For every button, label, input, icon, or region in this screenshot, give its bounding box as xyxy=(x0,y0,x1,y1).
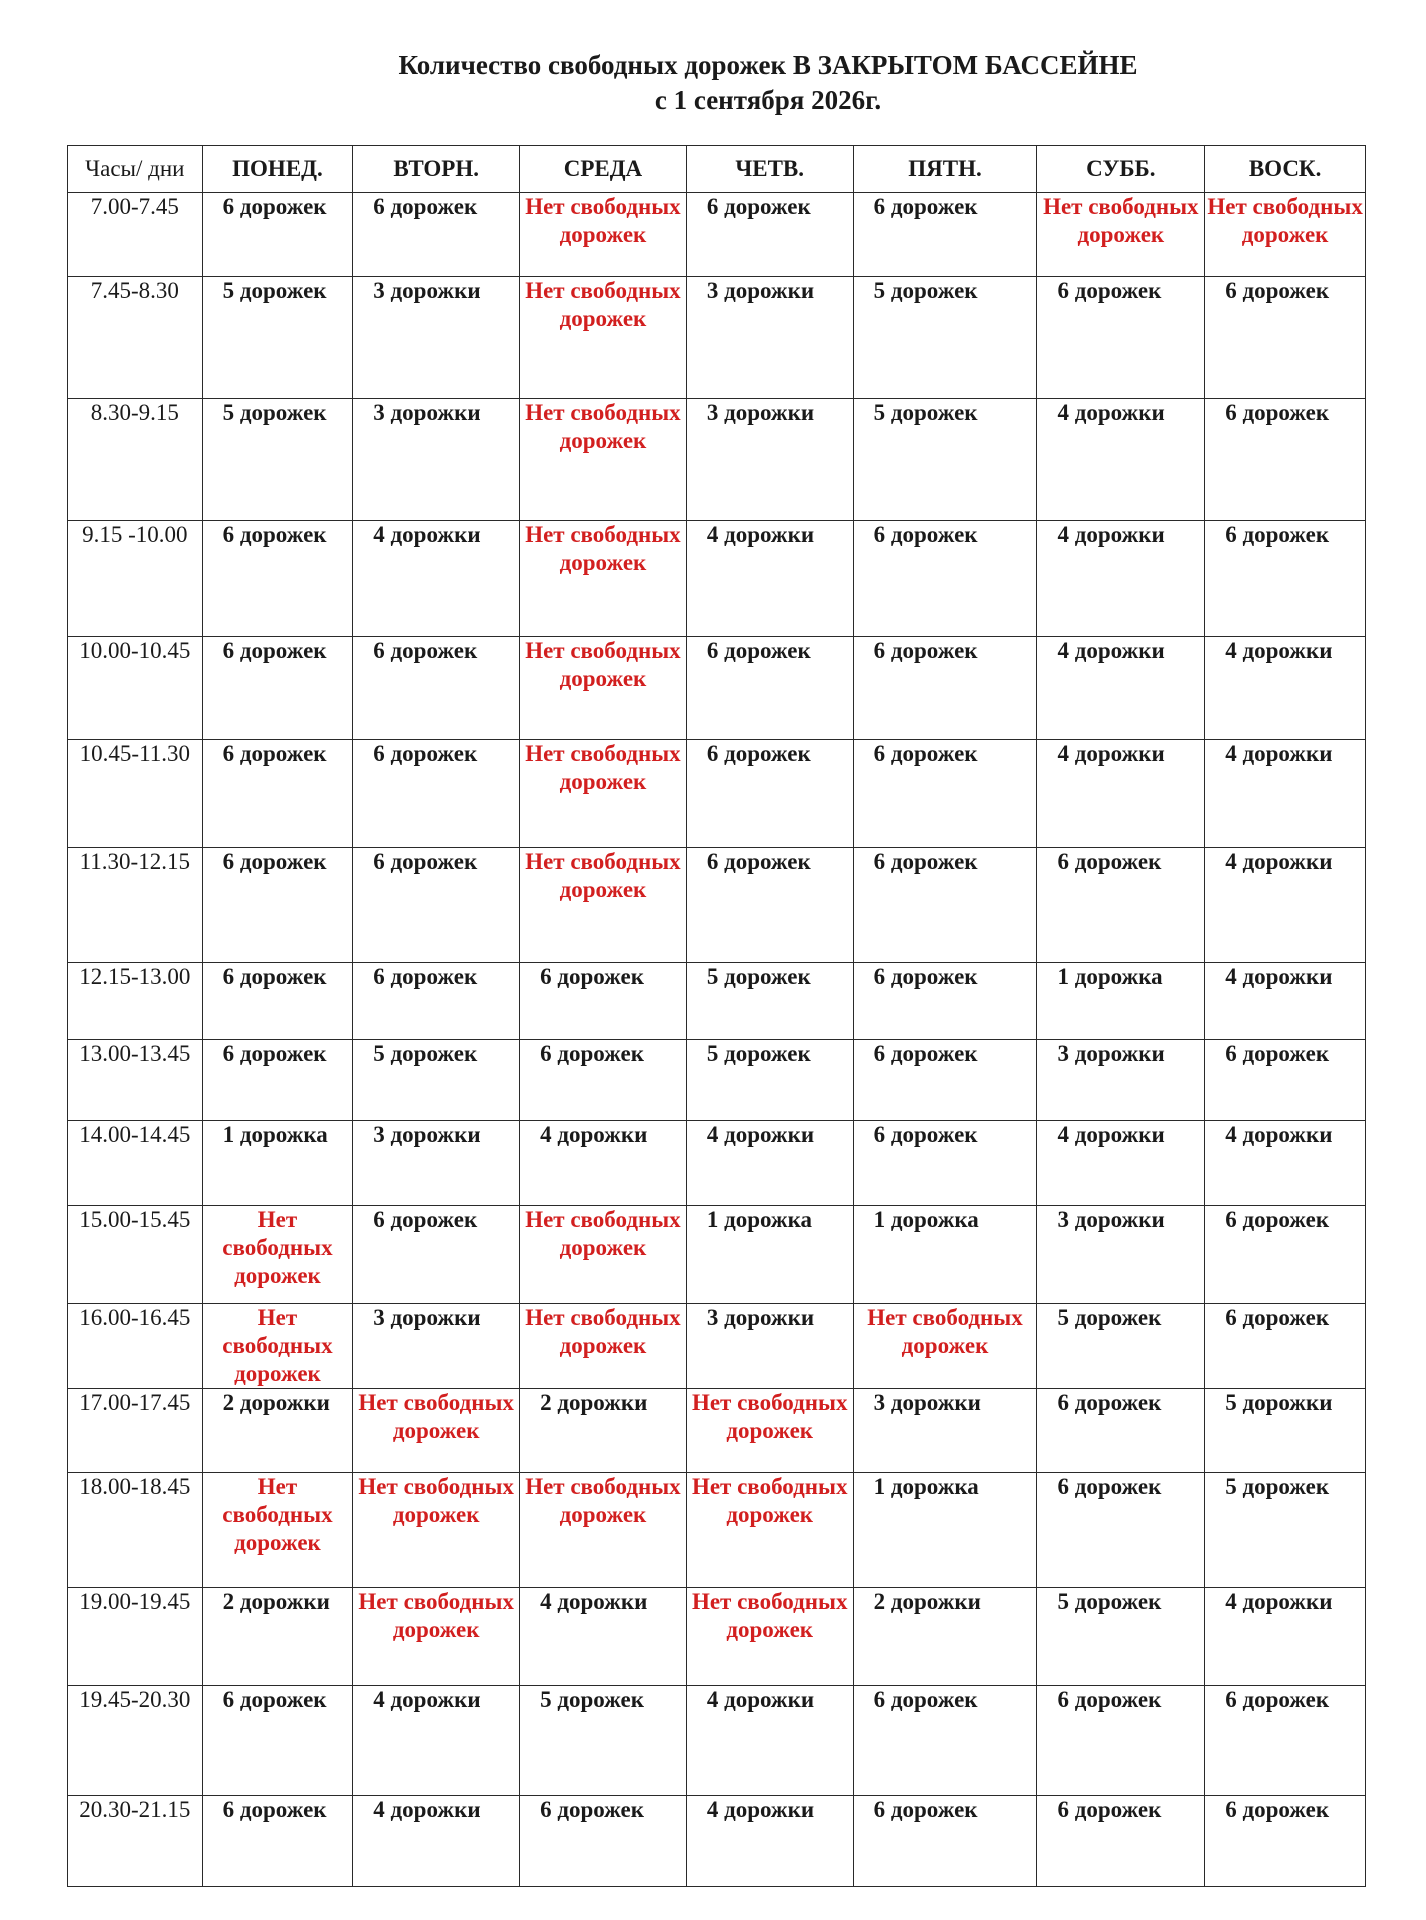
time-slot-part: 13.00- xyxy=(79,1041,139,1066)
time-slot-part: 10.00- xyxy=(79,638,139,663)
time-slot-part: 12.15 xyxy=(138,849,190,874)
table-row xyxy=(68,277,1366,399)
lanes-cell: 6 дорожек xyxy=(1205,1304,1366,1389)
table-row xyxy=(68,963,1366,1040)
time-slot xyxy=(68,277,203,399)
lanes-cell: 3 дорожки xyxy=(686,277,853,399)
lanes-cell: 5 дорожек xyxy=(1205,1473,1366,1588)
table-row xyxy=(68,193,1366,277)
lanes-cell-none: Нет свободных дорожек xyxy=(520,1206,687,1304)
lanes-cell: 6 дорожек xyxy=(202,637,353,740)
lanes-cell: 4 дорожки xyxy=(1205,963,1366,1040)
table-row xyxy=(68,1686,1366,1796)
lanes-cell-none: Нет свободных дорожек xyxy=(520,277,687,399)
lanes-cell: 6 дорожек xyxy=(686,637,853,740)
lanes-cell: 3 дорожки xyxy=(353,1304,520,1389)
header-hours: Часы/ дни xyxy=(68,146,203,193)
table-row xyxy=(68,1304,1366,1389)
lanes-cell: 3 дорожки xyxy=(353,399,520,521)
lanes-cell: 6 дорожек xyxy=(1037,277,1205,399)
lanes-cell-none: Нет свободных дорожек xyxy=(520,1304,687,1389)
lanes-cell: 6 дорожек xyxy=(1205,521,1366,637)
time-slot-part: 20.30 xyxy=(138,1687,191,1712)
time-slot xyxy=(68,1121,203,1206)
lanes-cell: 2 дорожки xyxy=(202,1389,353,1473)
lanes-cell-none: Нет свободных дорожек xyxy=(686,1473,853,1588)
lanes-cell-none: Нет свободных дорожек xyxy=(520,193,687,277)
lanes-cell: 3 дорожки xyxy=(686,1304,853,1389)
lanes-cell: 6 дорожек xyxy=(1205,399,1366,521)
lanes-cell-none: Нет свободных дорожек xyxy=(520,1473,687,1588)
table-row xyxy=(68,637,1366,740)
lanes-cell: 6 дорожек xyxy=(853,848,1037,963)
time-slot-part: 11.30- xyxy=(79,849,139,874)
header-day: ЧЕТВ. xyxy=(686,146,853,193)
lanes-cell: 2 дорожки xyxy=(520,1389,687,1473)
lanes-cell: 6 дорожек xyxy=(1205,277,1366,399)
lanes-cell: 4 дорожки xyxy=(353,1686,520,1796)
table-row xyxy=(68,1206,1366,1304)
header-day: СРЕДА xyxy=(520,146,687,193)
time-slot xyxy=(68,1206,203,1304)
time-slot-part: 18.45 xyxy=(138,1474,191,1499)
lanes-cell: 4 дорожки xyxy=(1205,848,1366,963)
lanes-cell: 6 дорожек xyxy=(202,848,353,963)
lanes-cell: 4 дорожки xyxy=(1205,740,1366,848)
lanes-cell: 6 дорожек xyxy=(202,521,353,637)
lanes-cell: 5 дорожек xyxy=(853,399,1037,521)
table-row xyxy=(68,399,1366,521)
lanes-cell-none: Нет свободных дорожек xyxy=(686,1588,853,1686)
lanes-cell: 5 дорожек xyxy=(202,277,353,399)
time-slot xyxy=(68,1588,203,1686)
lanes-cell: 6 дорожек xyxy=(686,193,853,277)
table-row xyxy=(68,1473,1366,1588)
lanes-cell: 6 дорожек xyxy=(1205,1040,1366,1121)
lanes-cell: 5 дорожек xyxy=(1037,1588,1205,1686)
lanes-cell-none: Нет свободных дорожек xyxy=(202,1304,353,1389)
lanes-cell: 6 дорожек xyxy=(202,193,353,277)
lanes-cell: 6 дорожек xyxy=(353,848,520,963)
time-slot-part: 14.45 xyxy=(138,1122,191,1147)
lanes-cell-none: Нет свободных дорожек xyxy=(353,1473,520,1588)
time-slot-part: 13.45 xyxy=(138,1041,191,1066)
time-slot xyxy=(68,1796,203,1887)
title-line-2: с 1 сентября 2026г. xyxy=(654,85,882,115)
lanes-cell: 6 дорожек xyxy=(353,963,520,1040)
lanes-cell: 3 дорожки xyxy=(353,277,520,399)
time-slot xyxy=(68,740,203,848)
lanes-cell: 4 дорожки xyxy=(520,1121,687,1206)
time-slot-part: 10.45 xyxy=(138,638,191,663)
time-slot-part: 11.30 xyxy=(139,741,190,766)
lanes-cell: 6 дорожек xyxy=(853,193,1037,277)
lanes-cell-none: Нет свободных дорожек xyxy=(520,848,687,963)
time-slot-part: 16.00- xyxy=(79,1305,139,1330)
header-day: ПОНЕД. xyxy=(202,146,353,193)
lanes-cell: 6 дорожек xyxy=(853,1040,1037,1121)
lanes-cell: 4 дорожки xyxy=(1205,1121,1366,1206)
time-slot-part: 12.15- xyxy=(79,964,139,989)
lanes-cell: 3 дорожки xyxy=(853,1389,1037,1473)
lanes-cell: 5 дорожки xyxy=(1205,1389,1366,1473)
lanes-cell: 6 дорожек xyxy=(202,740,353,848)
lanes-cell-none: Нет свободных дорожек xyxy=(853,1304,1037,1389)
header-row xyxy=(68,146,1366,193)
header-day: ПЯТН. xyxy=(853,146,1037,193)
time-slot-part: 7.45 xyxy=(138,194,179,219)
lanes-cell: 4 дорожки xyxy=(1037,399,1205,521)
lanes-cell-none: Нет свободных дорожек xyxy=(686,1389,853,1473)
lanes-schedule-table xyxy=(67,145,1366,1887)
lanes-cell: 6 дорожек xyxy=(1037,1686,1205,1796)
time-slot xyxy=(68,1304,203,1389)
time-slot-part: 21.15 xyxy=(138,1797,191,1822)
lanes-cell-none: Нет свободных дорожек xyxy=(1037,193,1205,277)
time-slot xyxy=(68,1040,203,1121)
time-slot xyxy=(68,963,203,1040)
lanes-cell: 4 дорожки xyxy=(686,1121,853,1206)
lanes-cell-none: Нет свободных дорожек xyxy=(202,1206,353,1304)
lanes-cell-none: Нет свободных дорожек xyxy=(202,1473,353,1588)
lanes-cell: 1 дорожка xyxy=(853,1473,1037,1588)
time-slot-part: 18.00- xyxy=(79,1474,139,1499)
time-slot xyxy=(68,193,203,277)
lanes-cell: 6 дорожек xyxy=(1037,1389,1205,1473)
lanes-cell: 6 дорожек xyxy=(1037,1796,1205,1887)
time-slot-part: 14.00- xyxy=(79,1122,139,1147)
lanes-cell: 3 дорожки xyxy=(1037,1040,1205,1121)
header-day: ВТОРН. xyxy=(353,146,520,193)
lanes-cell-none: Нет свободных дорожек xyxy=(520,521,687,637)
time-slot xyxy=(68,637,203,740)
lanes-cell: 5 дорожек xyxy=(202,399,353,521)
lanes-cell: 6 дорожек xyxy=(853,1686,1037,1796)
lanes-cell: 6 дорожек xyxy=(202,1040,353,1121)
lanes-cell-none: Нет свободных дорожек xyxy=(520,740,687,848)
time-slot-part: 10.45- xyxy=(79,741,140,766)
lanes-cell: 6 дорожек xyxy=(1205,1686,1366,1796)
lanes-cell-none: Нет свободных дорожек xyxy=(520,637,687,740)
lanes-cell: 6 дорожек xyxy=(353,193,520,277)
lanes-cell: 4 дорожки xyxy=(353,521,520,637)
time-slot-part: 19.45- xyxy=(79,1687,139,1712)
lanes-cell: 1 дорожка xyxy=(853,1206,1037,1304)
table-row xyxy=(68,848,1366,963)
time-slot-part: 16.45 xyxy=(138,1305,191,1330)
table-row xyxy=(68,521,1366,637)
header-day: ВОСК. xyxy=(1205,146,1366,193)
lanes-cell: 6 дорожек xyxy=(1205,1206,1366,1304)
lanes-cell: 6 дорожек xyxy=(853,963,1037,1040)
table-row xyxy=(68,1040,1366,1121)
lanes-cell: 1 дорожка xyxy=(202,1121,353,1206)
table-row xyxy=(68,740,1366,848)
table-row xyxy=(68,1121,1366,1206)
lanes-cell: 6 дорожек xyxy=(353,1206,520,1304)
lanes-cell: 6 дорожек xyxy=(1037,848,1205,963)
lanes-cell: 6 дорожек xyxy=(853,1796,1037,1887)
lanes-cell: 4 дорожки xyxy=(686,1686,853,1796)
lanes-cell: 6 дорожек xyxy=(853,637,1037,740)
lanes-cell: 5 дорожек xyxy=(1037,1304,1205,1389)
lanes-cell: 1 дорожка xyxy=(686,1206,853,1304)
lanes-cell: 6 дорожек xyxy=(853,521,1037,637)
lanes-cell: 4 дорожки xyxy=(520,1588,687,1686)
header-day: СУББ. xyxy=(1037,146,1205,193)
lanes-cell: 5 дорожек xyxy=(353,1040,520,1121)
time-slot-part: 15.00- xyxy=(79,1207,139,1232)
lanes-cell: 6 дорожек xyxy=(686,848,853,963)
lanes-cell: 5 дорожек xyxy=(853,277,1037,399)
schedule-body xyxy=(68,193,1366,1887)
lanes-cell-none: Нет свободных дорожек xyxy=(520,399,687,521)
lanes-cell: 2 дорожки xyxy=(202,1588,353,1686)
lanes-cell: 3 дорожки xyxy=(353,1121,520,1206)
lanes-cell: 6 дорожек xyxy=(686,740,853,848)
time-slot xyxy=(68,521,203,637)
lanes-cell: 4 дорожки xyxy=(1037,521,1205,637)
lanes-cell: 6 дорожек xyxy=(520,1040,687,1121)
time-slot xyxy=(68,399,203,521)
lanes-cell: 4 дорожки xyxy=(1037,740,1205,848)
lanes-cell: 4 дорожки xyxy=(686,1796,853,1887)
time-slot xyxy=(68,1389,203,1473)
time-slot-part: 7.00- xyxy=(90,194,139,219)
lanes-cell-none: Нет свободных дорожек xyxy=(1205,193,1366,277)
lanes-cell: 6 дорожек xyxy=(1205,1796,1366,1887)
time-slot-part: 8.30- xyxy=(90,400,139,425)
lanes-cell-none: Нет свободных дорожек xyxy=(353,1588,520,1686)
lanes-cell: 6 дорожек xyxy=(353,637,520,740)
time-slot-part: 8.30 xyxy=(138,278,179,303)
time-slot-part: 19.00- xyxy=(79,1589,139,1614)
lanes-cell: 6 дорожек xyxy=(202,1686,353,1796)
time-slot xyxy=(68,1686,203,1796)
lanes-cell: 5 дорожек xyxy=(686,1040,853,1121)
table-row xyxy=(68,1588,1366,1686)
lanes-cell: 4 дорожки xyxy=(1205,637,1366,740)
time-slot-part: 7.45- xyxy=(90,278,139,303)
lanes-cell: 6 дорожек xyxy=(202,1796,353,1887)
table-row xyxy=(68,1796,1366,1887)
time-slot-part: 9.15 xyxy=(138,400,179,425)
lanes-cell: 6 дорожек xyxy=(1037,1473,1205,1588)
lanes-cell: 6 дорожек xyxy=(853,1121,1037,1206)
lanes-cell: 4 дорожки xyxy=(1205,1588,1366,1686)
time-slot-part: 20.30- xyxy=(79,1797,139,1822)
lanes-cell: 4 дорожки xyxy=(353,1796,520,1887)
lanes-cell: 5 дорожек xyxy=(520,1686,687,1796)
title-line-1: Количество свободных дорожек В ЗАКРЫТОМ БАССЕЙНЕ xyxy=(398,50,1138,80)
time-slot-part: 19.45 xyxy=(138,1589,191,1614)
document-title xyxy=(0,48,1426,118)
lanes-cell: 5 дорожек xyxy=(686,963,853,1040)
lanes-cell-none: Нет свободных дорожек xyxy=(353,1389,520,1473)
lanes-cell: 6 дорожек xyxy=(853,740,1037,848)
time-slot-part: 15.45 xyxy=(138,1207,191,1232)
time-slot xyxy=(68,1473,203,1588)
lanes-cell: 6 дорожек xyxy=(353,740,520,848)
time-slot xyxy=(68,848,203,963)
lanes-cell: 1 дорожка xyxy=(1037,963,1205,1040)
lanes-cell: 4 дорожки xyxy=(1037,1121,1205,1206)
table-row xyxy=(68,1389,1366,1473)
lanes-cell: 6 дорожек xyxy=(202,963,353,1040)
lanes-cell: 6 дорожек xyxy=(520,963,687,1040)
time-slot-part: 13.00 xyxy=(138,964,191,989)
lanes-cell: 2 дорожки xyxy=(853,1588,1037,1686)
lanes-cell: 4 дорожки xyxy=(686,521,853,637)
lanes-cell: 4 дорожки xyxy=(1037,637,1205,740)
lanes-cell: 3 дорожки xyxy=(686,399,853,521)
time-slot-part: 9.15 - xyxy=(82,522,136,547)
time-slot-part: 10.00 xyxy=(135,522,188,547)
lanes-cell: 6 дорожек xyxy=(520,1796,687,1887)
time-slot-part: 17.00- xyxy=(79,1390,139,1415)
lanes-cell: 3 дорожки xyxy=(1037,1206,1205,1304)
time-slot-part: 17.45 xyxy=(138,1390,191,1415)
